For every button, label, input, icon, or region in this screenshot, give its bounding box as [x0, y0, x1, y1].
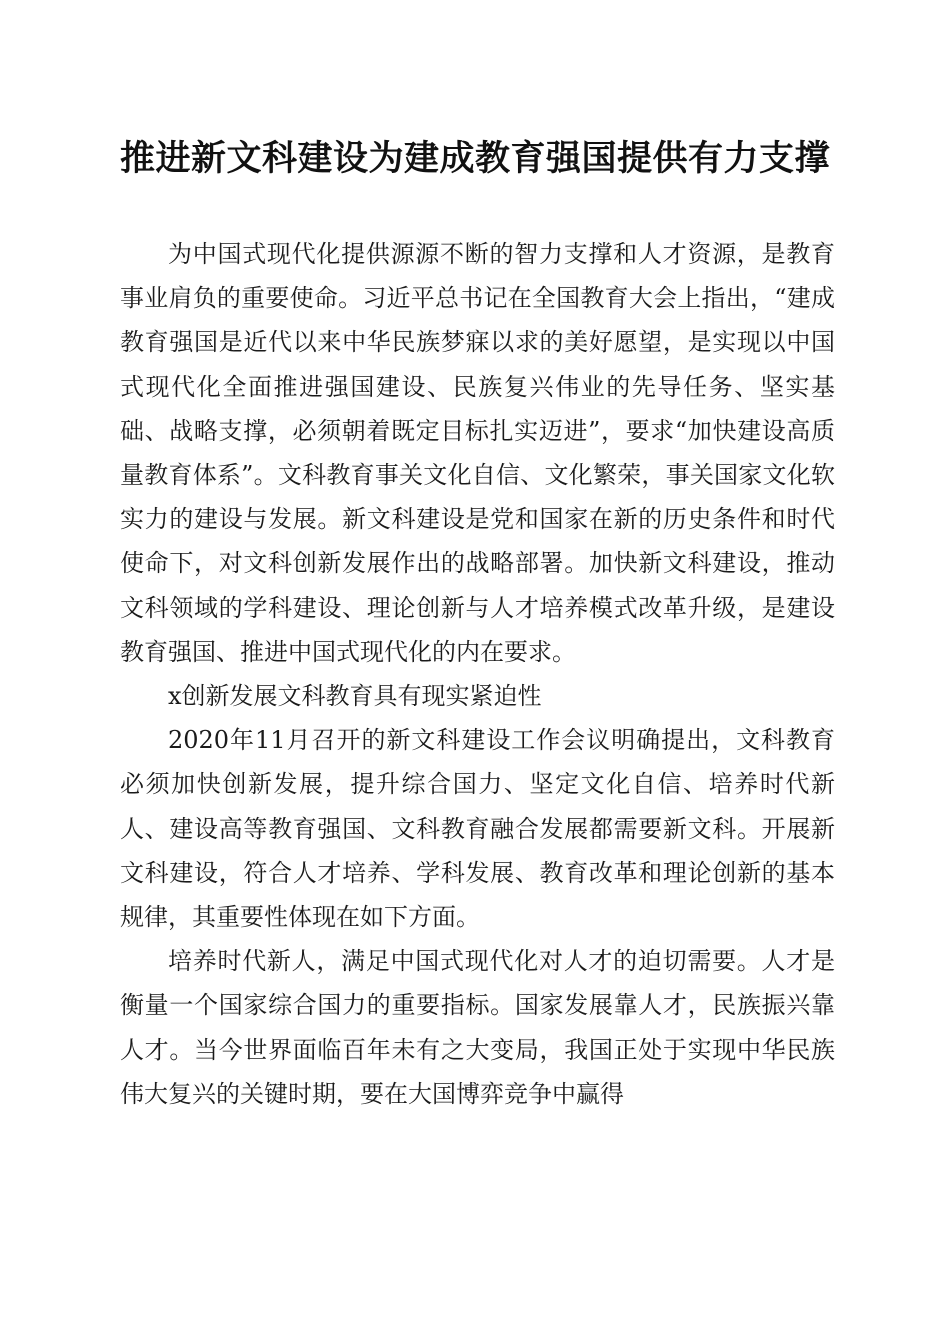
section-heading: x创新发展文科教育具有现实紧迫性	[168, 682, 542, 711]
paragraph-meeting: 2020年11月召开的新文科建设工作会议明确提出，文科教育必须加快创新发展，提升综合国力、坚定文化自信、培养时代新人、建设高等教育强国、文科教育融合发展都需要新文科。开展新文科建设，符合人才培养、学科发展、教育改革和理论创新的基本规律，其重要性体现在如下方面。	[120, 726, 835, 932]
paragraph-talent: 培养时代新人，满足中国式现代化对人才的迫切需要。人才是衡量一个国家综合国力的重要指标。国家发展靠人才，民族振兴靠人才。当今世界面临百年未有之大变局，我国正处于实现中华民族伟大复兴的关键时期，要在大国博弈竞争中赢得	[120, 947, 835, 1108]
paragraph-intro: 为中国式现代化提供源源不断的智力支撑和人才资源，是教育事业肩负的重要使命。习近平总书记在全国教育大会上指出，“建成教育强国是近代以来中华民族梦寐以求的美好愿望，是实现以中国式现代化全面推进强国建设、民族复兴伟业的先导任务、坚实基础、战略支撑，必须朝着既定目标扎实迈进”，要求“加快建设高质量教育体系”。文科教育事关文化自信、文化繁荣，事关国家文化软实力的建设与发展。新文科建设是党和国家在新的历史条件和时代使命下，对文科创新发展作出的战略部署。加快新文科建设，推动文科领域的学科建设、理论创新与人才培养模式改革升级，是建设教育强国、推进中国式现代化的内在要求。	[120, 240, 835, 666]
document-body	[120, 232, 835, 1116]
document-title: 推进新文科建设为建成教育强国提供有力支撑	[119, 138, 830, 179]
